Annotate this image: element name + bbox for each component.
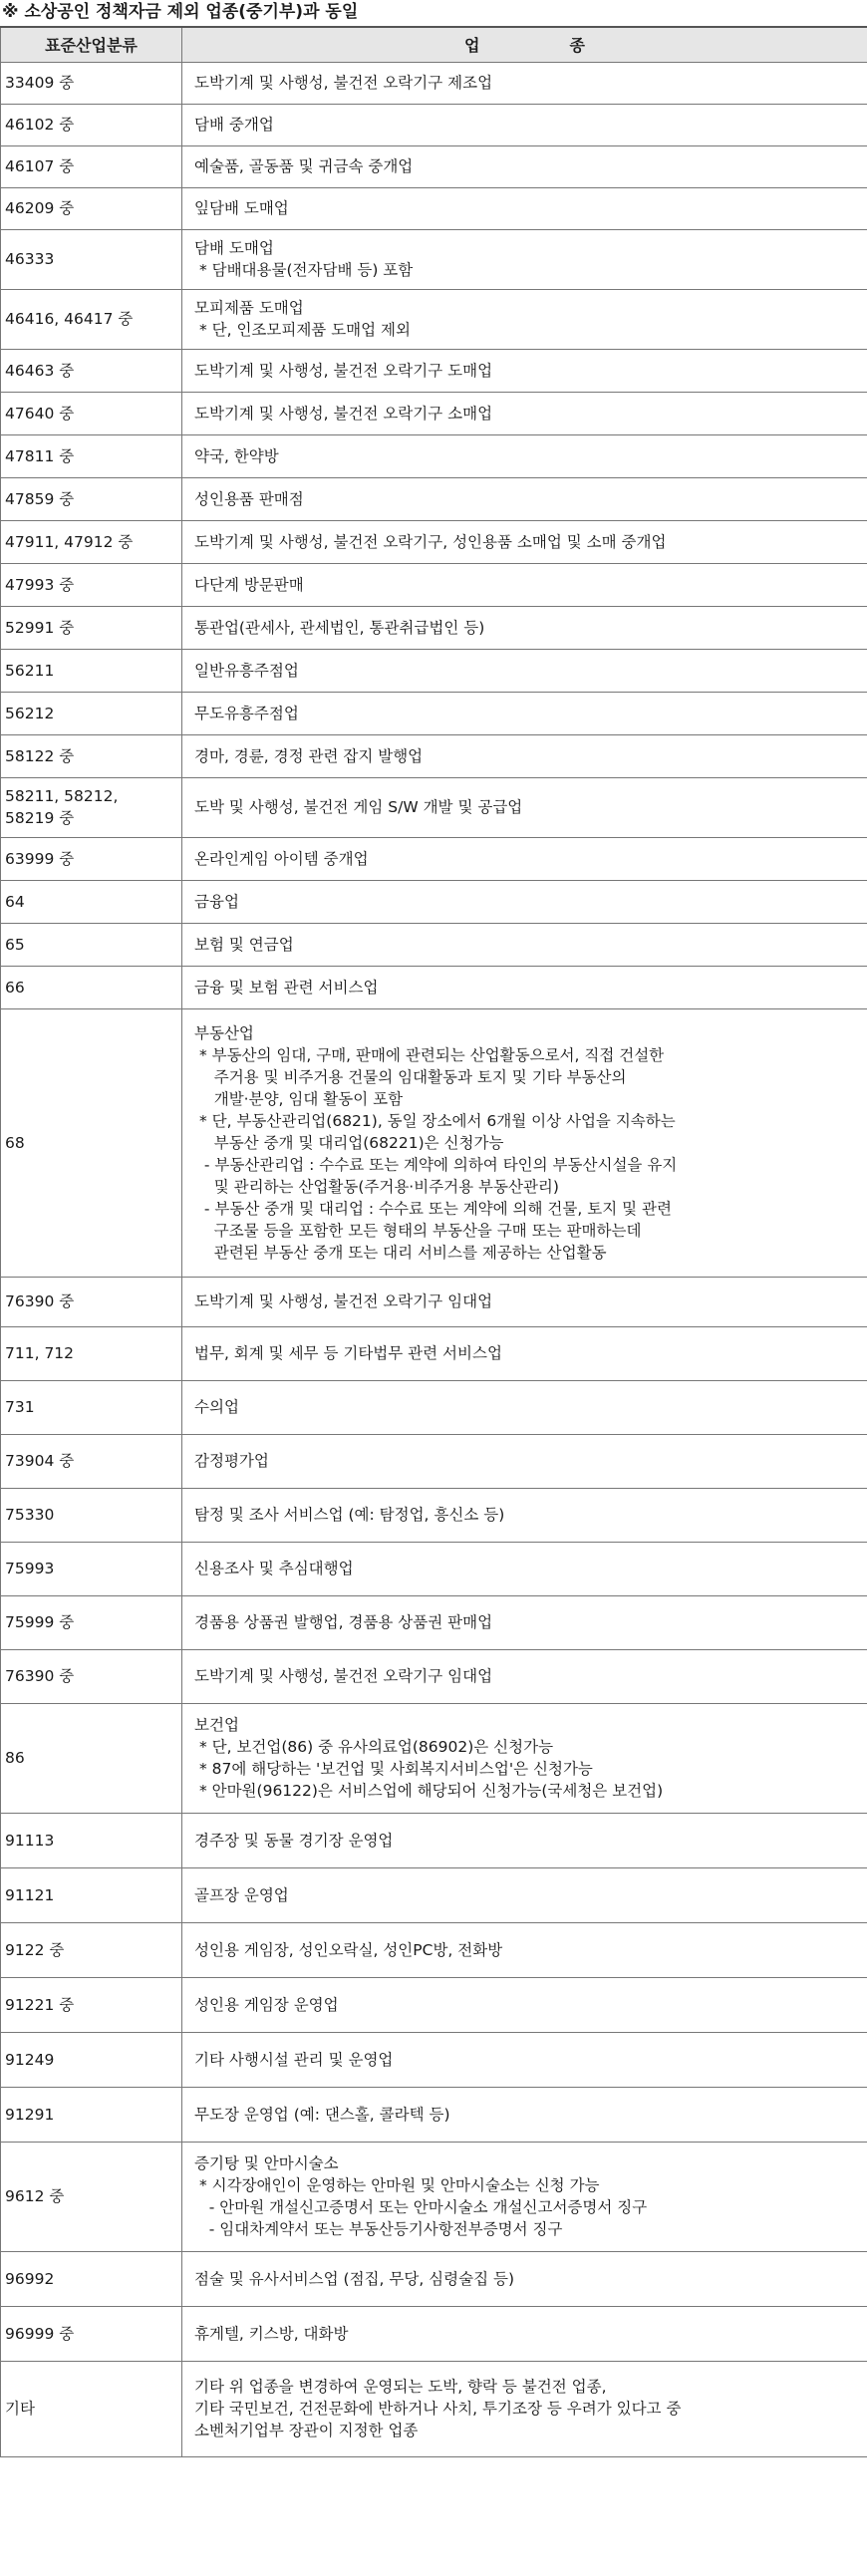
table-row [1,1326,867,1380]
industry-desc-cell [182,1542,867,1595]
industry-code-cell [1,62,182,104]
industry-desc-cell [182,923,867,966]
industry-note: 부동산 중개 및 대리업(68221)은 신청가능 [194,1133,504,1152]
industry-code-cell [1,434,182,477]
industry-desc-cell [182,1488,867,1542]
table-row [1,692,867,734]
industry-note: - 안마원 개설신고증명서 또는 안마시술소 개설신고서증명서 징구 [194,2198,648,2216]
industry-name: 담배 중개업 [194,116,274,134]
industry-desc-cell [182,1434,867,1488]
industry-code-cell [1,520,182,563]
industry-name: 무도유흥주점업 [194,704,299,722]
industry-name: 잎담배 도매업 [194,199,289,217]
industry-note: 소벤처기업부 장관이 지정한 업종 [194,2422,419,2439]
industry-code-cell [1,1977,182,2032]
industry-code-cell [1,187,182,229]
industry-note: * 부동산의 임대, 구매, 판매에 관련되는 산업활동으로서, 직접 건설한 [194,1045,665,1064]
industry-code-cell [1,1277,182,1326]
industry-code-cell [1,563,182,606]
industry-name: 점술 및 유사서비스업 (점집, 무당, 심령술집 등) [194,2269,515,2288]
table-row [1,880,867,923]
industry-name: 도박기계 및 사행성, 불건전 오락기구, 성인용품 소매업 및 소매 중개업 [194,532,667,551]
industry-code-cell [1,777,182,837]
industry-name: 법무, 회계 및 세무 등 기타법무 관련 서비스업 [194,1344,502,1362]
industry-desc-cell [182,692,867,734]
industry-name: 골프장 운영업 [194,1885,289,1904]
industry-code-cell [1,606,182,649]
industry-name: 부동산업 [194,1023,254,1042]
industry-code: 68 [5,1133,25,1152]
industry-note: - 부동산 중개 및 대리업 : 수수료 또는 계약에 의해 건물, 토지 및 관련 [194,1199,672,1218]
industry-code: 46463 중 [5,361,75,380]
industry-code: 76390 중 [5,1667,75,1685]
industry-code-cell [1,2306,182,2361]
industry-note: - 부동산관리업 : 수수료 또는 계약에 의하여 타인의 부동산시설을 유지 [194,1155,678,1174]
industry-code: 91121 [5,1885,55,1904]
table-row [1,2087,867,2142]
industry-code: 56212 [5,704,55,722]
industry-code: 47911, 47912 중 [5,532,134,551]
industry-desc-cell [182,145,867,187]
industry-desc-cell [182,2361,867,2456]
industry-code: 75330 [5,1506,55,1524]
industry-name: 도박기계 및 사행성, 불건전 오락기구 임대업 [194,1292,493,1310]
table-row [1,923,867,966]
industry-desc-cell [182,2142,867,2251]
industry-code-cell [1,2142,182,2251]
table-row [1,104,867,145]
table-row [1,606,867,649]
industry-name: 약국, 한약방 [194,446,279,465]
industry-desc-cell [182,289,867,349]
industry-desc-cell [182,477,867,520]
table-header-row [1,27,867,62]
industry-code-cell [1,1867,182,1922]
industry-name: 금융업 [194,892,239,911]
industry-name: 수의업 [194,1398,239,1416]
table-row [1,563,867,606]
header-industry-part1: 업 [464,36,480,56]
industry-name: 기타 사행시설 관리 및 운영업 [194,2050,394,2069]
table-row [1,1277,867,1326]
industry-code: 76390 중 [5,1292,75,1310]
industry-code-cell [1,1380,182,1434]
industry-desc-cell [182,777,867,837]
industry-name: 일반유흥주점업 [194,661,299,680]
industry-note: 관련된 부동산 중개 또는 대리 서비스를 제공하는 산업활동 [194,1243,607,1262]
industry-code: 46209 중 [5,199,75,217]
industry-code-cell [1,1595,182,1649]
industry-desc-cell [182,1813,867,1867]
table-row [1,777,867,837]
industry-code-cell [1,2087,182,2142]
table-row [1,1380,867,1434]
industry-code-cell [1,880,182,923]
industry-code: 96992 [5,2269,55,2288]
industry-name: 기타 위 업종을 변경하여 운영되는 도박, 향락 등 불건전 업종, [194,2378,607,2396]
industry-name: 도박기계 및 사행성, 불건전 오락기구 제조업 [194,74,493,92]
industry-note: * 단, 보건업(86) 중 유사의료업(86902)은 신청가능 [194,1738,554,1756]
industry-note: * 단, 인조모피제품 도매업 제외 [194,321,411,339]
industry-code: 731 [5,1398,35,1416]
table-row [1,187,867,229]
industry-note: 및 관리하는 산업활동(주거용·비주거용 부동산관리) [194,1177,559,1196]
industry-desc-cell [182,1922,867,1977]
industry-note: 주거용 및 비주거용 건물의 임대활동과 토지 및 기타 부동산의 [194,1067,627,1086]
industry-name: 보험 및 연금업 [194,935,294,954]
table-row [1,289,867,349]
table-row [1,2306,867,2361]
industry-desc-cell [182,520,867,563]
industry-code-cell [1,477,182,520]
table-row [1,649,867,692]
industry-code: 73904 중 [5,1452,75,1470]
industry-name: 경마, 경륜, 경정 관련 잡지 발행업 [194,746,424,765]
table-row [1,2032,867,2087]
table-row [1,477,867,520]
header-industry-part2: 종 [569,36,585,56]
industry-code-cell [1,1326,182,1380]
industry-code: 56211 [5,661,55,680]
table-row [1,229,867,289]
table-row [1,1649,867,1703]
industry-code: 711, 712 [5,1344,75,1362]
industry-desc-cell [182,649,867,692]
table-row [1,837,867,880]
industry-desc-cell [182,434,867,477]
industry-note: 개발·분양, 임대 활동이 포함 [194,1089,404,1108]
industry-code-cell [1,734,182,777]
industry-name: 성인용품 판매점 [194,489,304,508]
industry-name: 증기탕 및 안마시술소 [194,2154,339,2172]
table-row [1,1488,867,1542]
industry-code: 91221 중 [5,1995,75,2014]
industry-code: 91291 [5,2105,55,2124]
industry-code-cell [1,1008,182,1277]
table-row [1,2142,867,2251]
industry-code: 46107 중 [5,157,75,175]
table-row [1,1922,867,1977]
industry-code: 58211, 58212, [5,787,119,805]
table-row [1,1434,867,1488]
industry-code: 91249 [5,2050,55,2069]
table-row [1,145,867,187]
industry-name: 다단계 방문판매 [194,575,304,594]
header-industry [182,27,867,62]
table-row [1,2251,867,2306]
industry-name: 무도장 운영업 (예: 댄스홀, 콜라텍 등) [194,2105,450,2124]
industry-code-cell [1,349,182,392]
industry-code: 46333 [5,250,55,268]
industry-name: 성인용 게임장, 성인오락실, 성인PC방, 전화방 [194,1940,503,1959]
industry-name: 모피제품 도매업 [194,299,304,317]
industry-desc-cell [182,734,867,777]
industry-name: 경품용 상품권 발행업, 경품용 상품권 판매업 [194,1613,493,1631]
industry-code: 66 [5,978,25,997]
industry-code-cell [1,1922,182,1977]
industry-code: 65 [5,935,25,954]
table-body [1,62,867,2456]
table-row [1,349,867,392]
industry-desc-cell [182,1595,867,1649]
table-row [1,1703,867,1813]
industry-code: 58122 중 [5,746,75,765]
industry-code: 75993 [5,1560,55,1577]
industry-code: 64 [5,892,25,911]
industry-name: 온라인게임 아이템 중개업 [194,849,369,868]
industry-note: * 87에 해당하는 '보건업 및 사회복지서비스업'은 신청가능 [194,1760,593,1778]
industry-desc-cell [182,1380,867,1434]
industry-name: 담배 도매업 [194,239,274,257]
table-row [1,1977,867,2032]
industry-desc-cell [182,104,867,145]
industry-desc-cell [182,62,867,104]
table-row [1,966,867,1008]
industry-code-cell [1,2361,182,2456]
industry-name: 성인용 게임장 운영업 [194,1995,339,2014]
header-classification: 표준산업분류 [1,27,182,62]
industry-name: 도박기계 및 사행성, 불건전 오락기구 도매업 [194,361,493,380]
industry-code: 33409 중 [5,74,75,92]
industry-code-cell [1,923,182,966]
table-row [1,1813,867,1867]
industry-name: 도박기계 및 사행성, 불건전 오락기구 소매업 [194,404,493,423]
table-row [1,434,867,477]
table-row [1,1542,867,1595]
industry-code-cell [1,649,182,692]
industry-code-cell [1,2251,182,2306]
industry-name: 보건업 [194,1716,239,1734]
industry-desc-cell [182,563,867,606]
industry-note: * 단, 부동산관리업(6821), 동일 장소에서 6개월 이상 사업을 지속하는 [194,1111,676,1130]
industry-code-cell [1,692,182,734]
industry-code: 91113 [5,1831,55,1850]
industry-desc-cell [182,1703,867,1813]
industry-code-cell [1,1649,182,1703]
industry-code-cell [1,2032,182,2087]
industry-desc-cell [182,2306,867,2361]
table-row [1,392,867,434]
industry-code-cell [1,1703,182,1813]
industry-desc-cell [182,880,867,923]
industry-code-cell [1,289,182,349]
industry-name: 예술품, 골동품 및 귀금속 중개업 [194,157,414,175]
industry-code: 96999 중 [5,2324,75,2343]
table-row [1,1867,867,1922]
industry-note: * 시각장애인이 운영하는 안마원 및 안마시술소는 신청 가능 [194,2176,600,2194]
industry-desc-cell [182,2032,867,2087]
industry-name: 휴게텔, 키스방, 대화방 [194,2324,349,2343]
industry-code-cell [1,1488,182,1542]
industry-desc-cell [182,1867,867,1922]
industry-code: 기타 [5,2400,35,2418]
industry-code-cell [1,1813,182,1867]
industry-note: * 담배대용물(전자담배 등) 포함 [194,261,414,279]
table-row [1,2361,867,2456]
industry-code: 47640 중 [5,404,75,423]
industry-desc-cell [182,966,867,1008]
industry-name: 신용조사 및 추심대행업 [194,1560,354,1577]
industry-desc-cell [182,187,867,229]
industry-name: 탐정 및 조사 서비스업 (예: 탐정업, 흥신소 등) [194,1506,505,1524]
industry-code: 47859 중 [5,489,75,508]
industry-name: 도박기계 및 사행성, 불건전 오락기구 임대업 [194,1667,493,1685]
industry-code-cell [1,229,182,289]
industry-code-cell [1,837,182,880]
industry-code: 58219 중 [5,809,75,827]
table-row [1,1595,867,1649]
industry-code: 75999 중 [5,1613,75,1631]
industry-desc-cell [182,2251,867,2306]
table-row [1,520,867,563]
industry-note: 기타 국민보건, 건전문화에 반하거나 사치, 투기조장 등 우려가 있다고 중 [194,2400,682,2418]
industry-name: 도박 및 사행성, 불건전 게임 S/W 개발 및 공급업 [194,798,523,816]
industry-name: 감정평가업 [194,1452,269,1470]
industry-desc-cell [182,1008,867,1277]
industry-code: 46416, 46417 중 [5,310,134,328]
table-row [1,62,867,104]
industry-desc-cell [182,606,867,649]
page-title: ※ 소상공인 정책자금 제외 업종(중기부)과 동일 [2,2,359,22]
industry-name: 통관업(관세사, 관세법인, 통관취급법인 등) [194,618,485,637]
industry-desc-cell [182,1277,867,1326]
industry-code: 9122 중 [5,1940,65,1959]
industry-note: 구조물 등을 포함한 모든 형태의 부동산을 구매 또는 판매하는데 [194,1221,642,1240]
industry-desc-cell [182,1977,867,2032]
industry-note: * 안마원(96122)은 서비스업에 해당되어 신청가능(국세청은 보건업) [194,1782,664,1800]
industry-code-cell [1,104,182,145]
industry-desc-cell [182,349,867,392]
industry-note: - 임대차계약서 또는 부동산등기사항전부증명서 징구 [194,2220,563,2238]
industry-desc-cell [182,392,867,434]
excluded-industries-table [0,26,867,2457]
table-row [1,734,867,777]
industry-code-cell [1,966,182,1008]
industry-code-cell [1,1434,182,1488]
industry-desc-cell [182,229,867,289]
industry-code-cell [1,392,182,434]
industry-code: 47811 중 [5,446,75,465]
industry-code: 63999 중 [5,849,75,868]
industry-code-cell [1,1542,182,1595]
industry-desc-cell [182,1326,867,1380]
industry-code: 47993 중 [5,575,75,594]
industry-code: 46102 중 [5,116,75,134]
industry-name: 경주장 및 동물 경기장 운영업 [194,1831,394,1850]
industry-code: 52991 중 [5,618,75,637]
industry-code-cell [1,145,182,187]
industry-code: 86 [5,1749,25,1767]
industry-name: 금융 및 보험 관련 서비스업 [194,978,379,997]
industry-desc-cell [182,2087,867,2142]
industry-desc-cell [182,1649,867,1703]
industry-desc-cell [182,837,867,880]
industry-code: 9612 중 [5,2187,65,2205]
table-row [1,1008,867,1277]
